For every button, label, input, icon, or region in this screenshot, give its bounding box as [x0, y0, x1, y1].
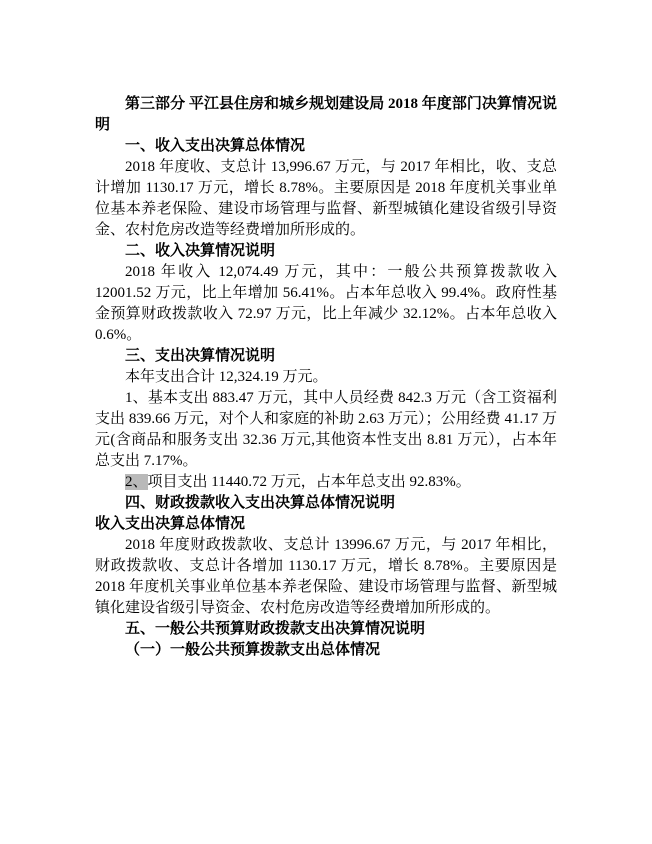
section-3-paragraph-2: 1、基本支出 883.47 万元，其中人员经费 842.3 万元（含工资福利支出 839.66 万元，对个人和家庭的补助 2.63 万元）；公用经费 41.17 万元(含商品和服务支出 32.36 万元,其他资本性支出 8.81 万元），占本年总支出 7.17%。: [95, 390, 557, 469]
section-3-paragraph-1: 本年支出合计 12,324.19 万元。: [125, 369, 328, 385]
section-3-heading: 三、支出决算情况说明: [125, 348, 276, 364]
section-2-paragraph-1: 2018 年收入 12,074.49 万元，其中：一般公共预算拨款收入 12001.52 万元，比上年增加 56.41%。占本年总收入 99.4%。政府性基金预算财政拨款收入 72.97 万元，比上年减少 32.12%。占本年总收入 0.6%。: [95, 264, 557, 343]
section-4-paragraph-1: 2018 年度财政拨款收、支总计 13996.67 万元，与 2017 年相比，财政拨款收、支总计各增加 1130.17 万元，增长 8.78%。主要原因是 2018 年度机关事业单位基本养老保险、建设市场管理与监督、新型城镇化建设省级引导资金、农村危房改造等经费增加所形成的。: [95, 537, 557, 616]
section-3-paragraph-3: [95, 472, 557, 493]
section-5-subheading: （一）一般公共预算拨款支出总体情况: [125, 642, 381, 658]
section-1-heading: 一、收入支出决算总体情况: [125, 138, 306, 154]
selection-highlight: 2、: [125, 474, 148, 490]
document-title: 第三部分 平江县住房和城乡规划建设局 2018 年度部门决算情况说明: [95, 96, 557, 133]
section-4-subheading: 收入支出决算总体情况: [95, 516, 246, 532]
section-3-paragraph-3-text: 项目支出 11440.72 万元，占本年总支出 92.83%。: [147, 474, 471, 490]
section-1-paragraph-1: 2018 年度收、支总计 13,996.67 万元，与 2017 年相比，收、支总计增加 1130.17 万元，增长 8.78%。主要原因是 2018 年度机关事业单位基本养老保险、建设市场管理与监督、新型城镇化建设省级引导资金、农村危房改造等经费增加所形成的。: [95, 159, 557, 238]
section-5-heading: 五、一般公共预算财政拨款支出决算情况说明: [125, 621, 426, 637]
section-4-heading: 四、财政拨款收入支出决算总体情况说明: [125, 495, 396, 511]
section-2-heading: 二、收入决算情况说明: [125, 243, 276, 259]
